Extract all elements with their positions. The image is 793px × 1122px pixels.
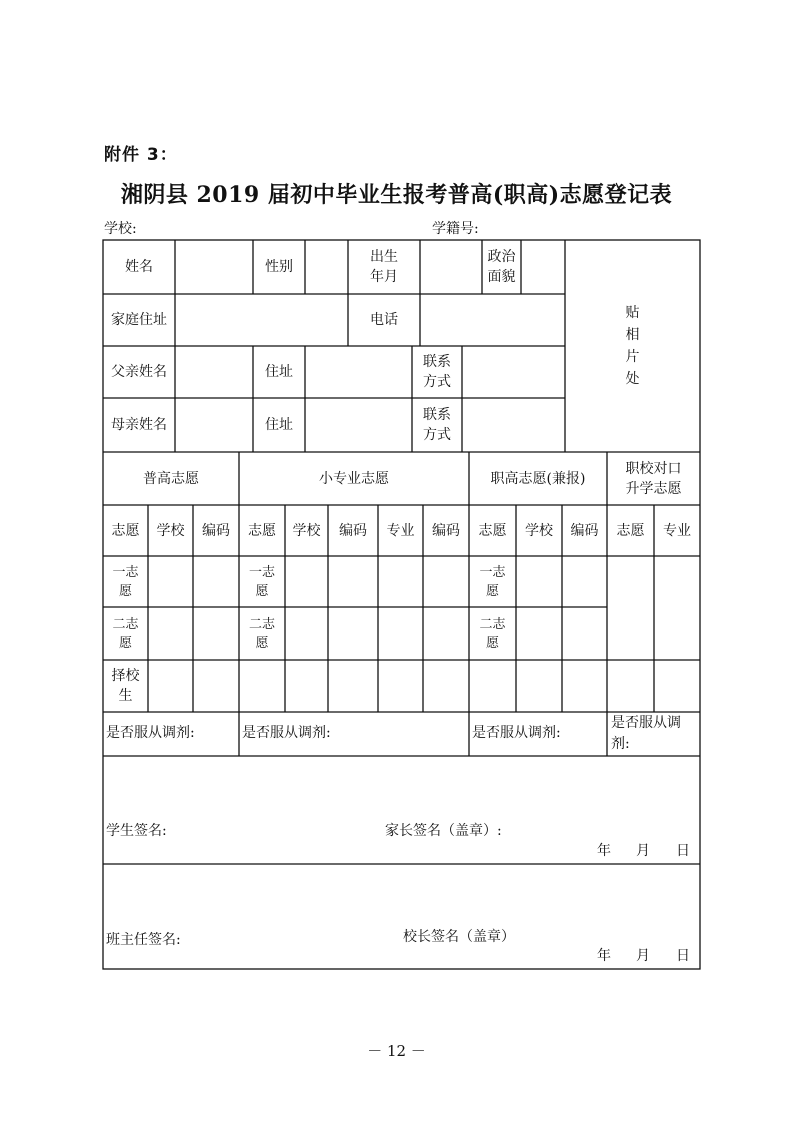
mother-address-label: 住址 <box>265 417 293 433</box>
teacher-signature-label: 班主任签名: <box>106 932 181 948</box>
adjust-counterpart <box>611 713 681 755</box>
principal-signature-label: 校长签名（盖章） <box>403 929 515 945</box>
father-address-field[interactable] <box>305 346 412 398</box>
student-id-label: 学籍号: <box>432 221 479 237</box>
general-high-section: 普高志愿 <box>143 470 199 487</box>
gender-field[interactable] <box>305 240 348 294</box>
row-second-line2: 愿 <box>118 635 132 651</box>
name-field[interactable] <box>175 240 253 294</box>
row-second-line1: 二志 <box>112 616 139 632</box>
row-select-line2: 生 <box>118 688 133 704</box>
mother-name-label: 母亲姓名 <box>111 417 167 433</box>
gender-label: 性别 <box>265 259 293 275</box>
row-second-line1: 二志 <box>248 616 275 632</box>
page-number: － 12 － <box>367 1042 426 1060</box>
date-year-1: 年 <box>597 843 611 859</box>
mother-contact-line2: 方式 <box>423 427 451 443</box>
small-major-section: 小专业志愿 <box>319 470 389 487</box>
date-day-1: 日 <box>676 843 690 859</box>
mother-contact-line1: 联系 <box>423 407 451 423</box>
photo-char-1: 贴 <box>625 305 640 321</box>
home-address-label: 家庭住址 <box>111 312 167 328</box>
row-first-line2: 愿 <box>118 583 132 599</box>
col-major-4: 专业 <box>663 522 691 539</box>
col-school-3: 学校 <box>525 522 553 539</box>
col-choice-4: 志愿 <box>616 522 645 539</box>
adjust-vocational: 是否服从调剂: <box>472 725 561 741</box>
row-first-choice-1 <box>103 556 148 607</box>
attachment-label: 附件 3： <box>104 145 178 165</box>
father-contact-field[interactable] <box>462 346 565 398</box>
father-contact-line2: 方式 <box>423 374 451 390</box>
photo-box[interactable] <box>565 240 700 452</box>
col-choice-3: 志愿 <box>478 522 507 539</box>
voc-counter-line2: 升学志愿 <box>625 480 682 497</box>
col-code-2: 编码 <box>339 522 367 539</box>
school-label: 学校: <box>104 221 137 237</box>
row-first-line2: 愿 <box>255 583 269 599</box>
adjust-general: 是否服从调剂: <box>106 725 195 741</box>
row-second-choice-3 <box>469 607 516 660</box>
mother-contact-field[interactable] <box>462 398 565 452</box>
col-choice-1: 志愿 <box>111 522 140 539</box>
row-second-line1: 二志 <box>479 616 506 632</box>
adjust-counterpart-line2: 剂: <box>611 736 630 752</box>
row-select-line1: 择校 <box>111 668 140 684</box>
col-choice-2: 志愿 <box>248 522 276 539</box>
phone-label: 电话 <box>370 312 398 328</box>
vocational-section: 职高志愿(兼报) <box>490 470 586 487</box>
mother-address-field[interactable] <box>305 398 412 452</box>
row-first-line1: 一志 <box>248 564 275 580</box>
col-school-1: 学校 <box>156 522 185 539</box>
parent-signature-label: 家长签名（盖章）: <box>385 823 502 839</box>
father-name-field[interactable] <box>175 346 253 398</box>
form-title: 湘阴县 2019 届初中毕业生报考普高(职高)志愿登记表 <box>120 182 673 208</box>
father-name-label: 父亲姓名 <box>111 364 167 380</box>
row-first-choice-3 <box>469 556 516 607</box>
name-label: 姓名 <box>125 259 153 275</box>
photo-char-4: 处 <box>625 371 640 387</box>
home-address-field[interactable] <box>175 294 348 346</box>
political-field[interactable] <box>521 240 565 294</box>
row-first-choice-2 <box>239 556 285 607</box>
col-code-4: 编码 <box>570 522 599 539</box>
row-first-line2: 愿 <box>485 583 499 599</box>
student-signature-label: 学生签名: <box>106 823 167 839</box>
birth-field[interactable] <box>420 240 482 294</box>
date-year-2: 年 <box>597 948 611 964</box>
vocational-counterpart-section <box>607 452 700 505</box>
date-day-2: 日 <box>676 948 690 964</box>
row-second-choice-1 <box>103 607 148 660</box>
date-month-2: 月 <box>636 948 650 964</box>
row-second-choice-2 <box>239 607 285 660</box>
col-code-1: 编码 <box>202 522 230 539</box>
voc-counter-line1: 职校对口 <box>625 460 682 477</box>
adjust-counterpart-line1: 是否服从调 <box>611 715 681 731</box>
mother-name-field[interactable] <box>175 398 253 452</box>
political-label-line2: 面貌 <box>487 269 516 285</box>
row-first-line1: 一志 <box>479 564 506 580</box>
birth-label <box>348 240 420 294</box>
political-label <box>482 240 521 294</box>
col-code-3: 编码 <box>432 522 460 539</box>
phone-field[interactable] <box>420 294 565 346</box>
birth-label-line1: 出生 <box>370 249 398 265</box>
row-select-school <box>103 660 148 712</box>
political-label-line1: 政治 <box>487 249 516 265</box>
row-first-line1: 一志 <box>112 564 139 580</box>
date-month-1: 月 <box>636 843 650 859</box>
row-second-line2: 愿 <box>485 635 499 651</box>
mother-contact-label <box>412 398 462 452</box>
father-address-label: 住址 <box>265 364 293 380</box>
col-school-2: 学校 <box>292 522 321 539</box>
adjust-small-major: 是否服从调剂: <box>242 725 331 741</box>
col-major-2: 专业 <box>386 522 415 539</box>
photo-char-2: 相 <box>625 327 640 343</box>
photo-char-3: 片 <box>625 349 640 365</box>
birth-label-line2: 年月 <box>370 269 398 285</box>
father-contact-line1: 联系 <box>423 354 451 370</box>
row-second-line2: 愿 <box>255 635 269 651</box>
father-contact-label <box>412 346 462 398</box>
